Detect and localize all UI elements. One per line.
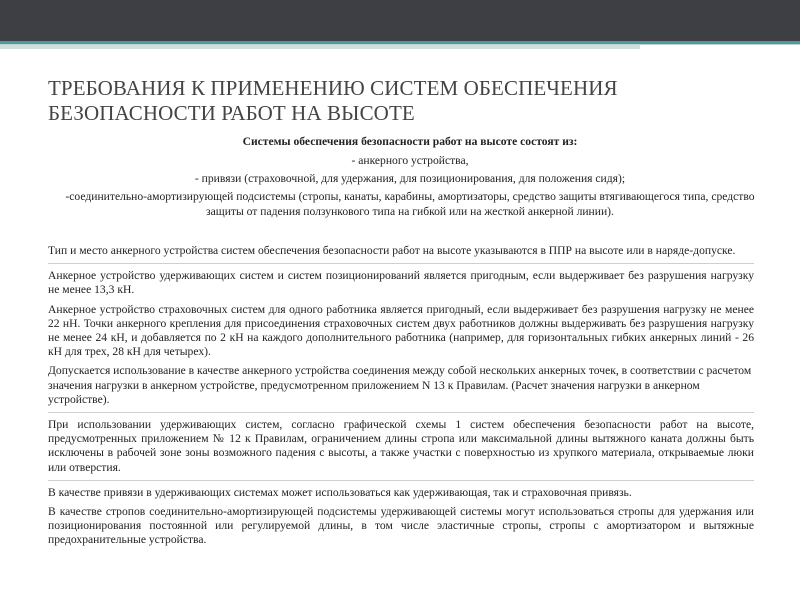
slide-title: ТРЕБОВАНИЯ К ПРИМЕНЕНИЮ СИСТЕМ ОБЕСПЕЧЕНИЯ БЕЗОПАСНОСТИ РАБОТ НА ВЫСОТЕ <box>48 76 618 125</box>
paragraph: Допускается использование в качестве анкерного устройства соединения между собой нескольких анкерных точек, в соответствии с расчетом значения нагрузки в анкерном устройстве, предусмотренном приложением N 13 к Правилам. (Расчет значения нагрузки в анкерном устройстве). <box>48 364 752 406</box>
divider <box>48 480 754 481</box>
paragraph: Анкерное устройство удерживающих систем и систем позиционирований является пригодным, если выдерживает без разрушения нагрузку не менее 13,3 кН. <box>48 269 754 297</box>
paragraph: Тип и место анкерного устройства систем обеспечения безопасности работ на высоте указываются в ППР на высоте или в наряде-допуске. <box>48 244 736 257</box>
top-banner <box>0 0 800 41</box>
intro-heading: Системы обеспечения безопасности работ на высоте состоят из: <box>242 135 578 148</box>
intro-block <box>48 134 772 222</box>
paragraph: При использовании удерживающих систем, согласно графической схемы 1 систем обеспечения безопасности работ на высоте, предусмотренных приложением № 12 к Правилам, ограничением длины стропа или максимальной длины вытяжного каната должны быть исключены в рабочей зоне зоны возможного падения с высоты, а также участки с поверхностью из хрупкого материала, открываемые люки или отверстия. <box>48 418 754 474</box>
intro-item: - привязи (страховочной, для удержания, для позиционирования, для положения сидя); <box>194 172 626 185</box>
intro-item: - анкерного устройства, <box>351 154 469 167</box>
paragraph: В качестве стропов соединительно-амортизирующей подсистемы удерживающей системы могут использоваться стропы для удержания или позиционирования постоянной или регулируемой длины, в том числе эластичные стропы, стропы с амортизатором и вытяжные предохранительные устройства. <box>48 505 754 547</box>
paragraph: В качестве привязи в удерживающих системах может использоваться как удерживающая, так и страховочная привязь. <box>48 485 632 499</box>
paragraph: Анкерное устройство страховочных систем для одного работника является пригодный, если выдерживает без разрушения нагрузку не менее 22 нН. Точки анкерного крепления для присоединения страховочных систем двух работников должны выдерживать без разрушения нагрузку не менее 24 кН, и добавляется по 2 кН на каждого дополнительного работника (например, для горизонтальных гибких анкерных линий - 26 кН для трех, 28 кН для четырех). <box>48 302 754 359</box>
intro-item: -соединительно-амортизирующей подсистемы (стропы, канаты, карабины, амортизаторы, средство защиты втягивающегося типа, средство защиты от падения ползункового типа на гибкой или на жесткой анкерной линии). <box>65 190 755 218</box>
divider <box>48 263 754 264</box>
body-text <box>48 244 754 553</box>
accent-stripe-grey <box>0 45 640 49</box>
divider <box>48 412 754 413</box>
